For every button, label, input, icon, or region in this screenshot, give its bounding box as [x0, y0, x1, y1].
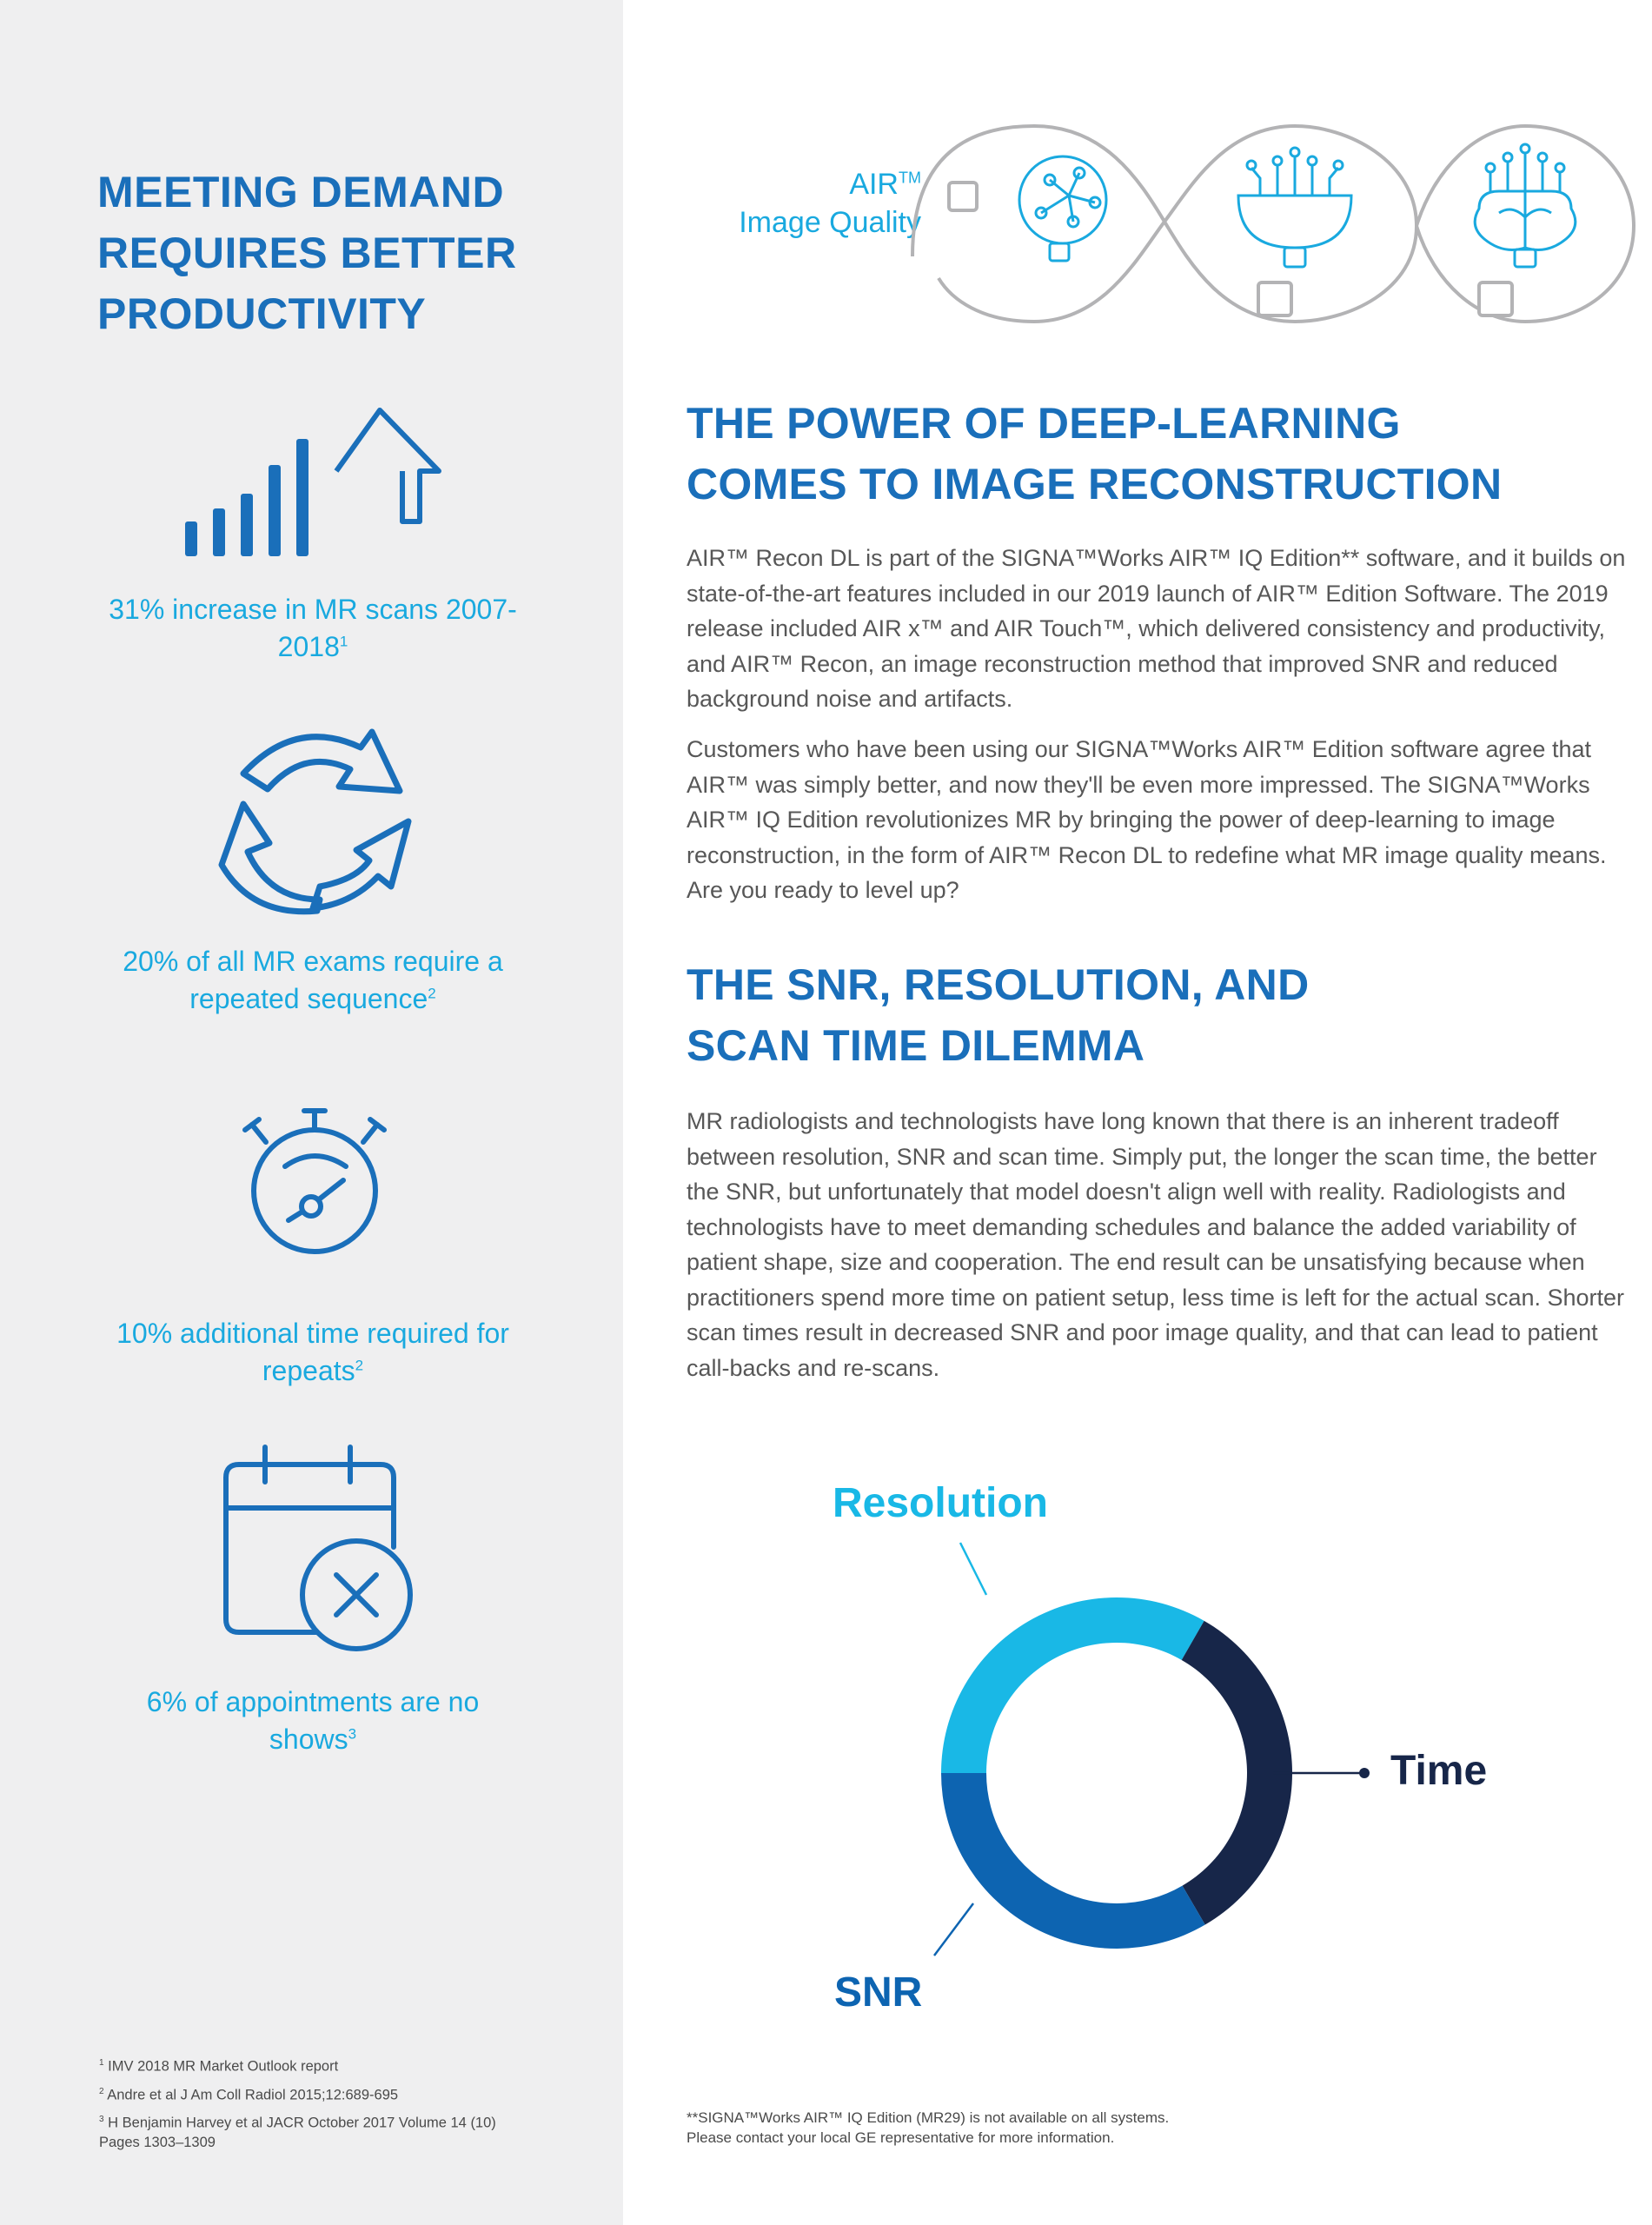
footnote-ref: 1: [339, 633, 348, 650]
dilemma-donut-chart: [817, 1469, 1477, 2042]
stat-scan-increase: [104, 591, 521, 666]
stat-repeat-sequence: [104, 943, 521, 1018]
calendar-cancel-icon: [222, 1443, 421, 1660]
donut-slice-snr: [941, 1773, 1205, 1949]
stat-text: 10% additional time required for repeats: [116, 1318, 509, 1386]
footnote: $^1$ IMV 2018 MR Market Outlook report: [99, 2058, 339, 2075]
sidebar-title: MEETING DEMAND REQUIRES BETTER PRODUCTIVITY: [97, 168, 517, 338]
stat-text: 20% of all MR exams require a repeated sequence: [123, 946, 503, 1014]
donut-slice-resolution: [941, 1597, 1204, 1773]
stat-text: 31% increase in MR scans 2007-2018: [109, 594, 517, 662]
chart-label-snr: SNR: [834, 1969, 923, 2016]
growth-bar-chart-icon: [178, 400, 448, 565]
section1-title: THE POWER OF DEEP-LEARNING COMES TO IMAGE RECONSTRUCTION: [687, 399, 1503, 508]
recycle-arrows-icon: [209, 721, 417, 921]
air-infinity-graphic: [687, 117, 1642, 330]
stat-additional-time: [104, 1315, 521, 1390]
footnotes: [99, 2054, 534, 2158]
section1-paragraph-2: Customers who have been using our SIGNA™Works AIR™ Edition software agree that AIR™ was simply better, and now they'll be even more impressed. The SIGNA™Works AIR™ IQ Edition revolutionizes MR by bringing the power of deep-learning to image reconstruction, in the form of AIR™ Recon DL to redefine what MR image quality means. Are you ready to level up?: [687, 736, 1607, 903]
footnote: $^3$ H Benjamin Harvey et al JACR October 2017 Volume 14 (10) Pages 1303–1309: [99, 2115, 496, 2150]
footnote-ref: 2: [355, 1357, 364, 1374]
availability-note: **SIGNA™Works AIR™ IQ Edition (MR29) is not available on all systems. Please contact your local GE representative for more information.: [687, 2109, 1170, 2146]
brain-circuit-icon: [1019, 156, 1106, 261]
brain-network-icon: [1475, 144, 1576, 267]
footnote-ref: 3: [348, 1725, 357, 1743]
trademark: TM: [899, 169, 921, 187]
footnote-ref: 2: [428, 985, 436, 1002]
hero-label-image-quality: Image Quality: [739, 206, 921, 239]
bowl-circuit-icon: [1238, 148, 1351, 267]
stat-text: 6% of appointments are no shows: [146, 1686, 480, 1755]
footnote: $^2$ Andre et al J Am Coll Radiol 2015;12:689-695: [99, 2086, 399, 2102]
section1-paragraph-1: AIR™ Recon DL is part of the SIGNA™Works AIR™ IQ Edition** software, and it builds on state-of-the-art features included in our 2019 launch of AIR™ Edition Software. The 2019 release included AIR x™ and AIR Touch™, which delivered consistency and productivity, and AIR™ Recon, an image reconstruction method that improved SNR and reduced background noise and artifacts.: [687, 545, 1626, 712]
stopwatch-icon: [235, 1104, 400, 1256]
section2-paragraph: MR radiologists and technologists have long known that there is an inherent tradeoff between resolution, SNR and scan time. Simply put, the longer the scan time, the better the SNR, but unfortunately that model doesn't align well with reality. Radiologists and technologists have to meet demanding schedules and balance the added variability of patient shape, size and cooperation. The end result can be unsatisfying because when practitioners spend more time on patient setup, less time is left for the actual scan. Shorter scan times result in decreased SNR and poor image quality, and that can lead to patient call-backs and re-scans.: [687, 1108, 1625, 1381]
snr-leader-line: [934, 1903, 973, 1956]
chart-label-resolution: Resolution: [833, 1480, 1048, 1526]
chart-label-time: Time: [1390, 1748, 1488, 1794]
section2-title: THE SNR, RESOLUTION, AND SCAN TIME DILEMMA: [687, 960, 1310, 1070]
stat-no-shows: [104, 1684, 521, 1758]
hero-label-air: AIR: [849, 168, 899, 201]
sidebar: [0, 0, 623, 2225]
resolution-leader-line: [960, 1543, 986, 1595]
